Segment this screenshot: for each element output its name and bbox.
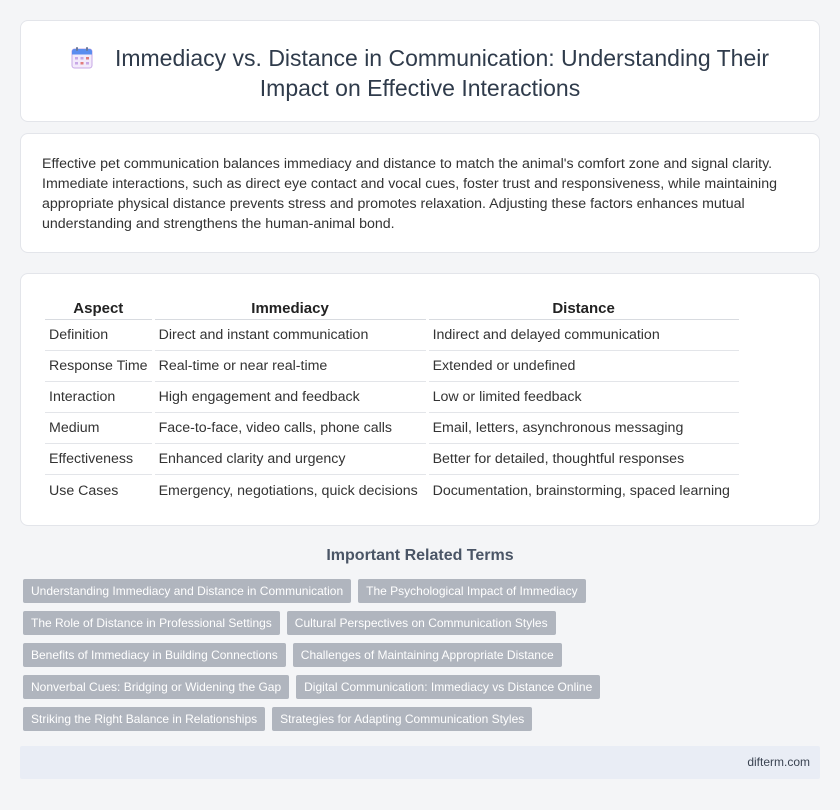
footer: [20, 746, 820, 779]
table-cell: Interaction: [45, 382, 152, 413]
table-cell: Documentation, brainstorming, spaced learning: [432, 482, 730, 499]
intro-paragraph: Effective pet communication balances immediacy and distance to match the animal's comfort zone and signal clarity. Immediate interactions, such as direct eye contact and vocal cues, foster trust and responsiveness, while maintaining appropriate physical distance prevents stress and promotes relaxation. Adjusting these factors enhances mutual understanding and strengthens the human-animal bond.: [42, 156, 777, 232]
related-term-tag[interactable]: Digital Communication: Immediacy vs Distance Online: [296, 675, 600, 699]
table-cell: Better for detailed, thoughtful responses: [429, 444, 739, 475]
comparison-card: [20, 273, 820, 526]
table-row: [45, 413, 739, 444]
intro-card: [20, 133, 820, 253]
related-terms-title: Important Related Terms: [326, 547, 514, 564]
related-term-tag[interactable]: The Psychological Impact of Immediacy: [358, 579, 585, 603]
header-distance: Distance: [429, 294, 739, 320]
table-cell: Low or limited feedback: [429, 382, 739, 413]
table-cell: Medium: [45, 413, 152, 444]
related-terms-list: [23, 579, 803, 731]
table-row: [45, 444, 739, 475]
table-cell: Effectiveness: [45, 444, 152, 475]
related-term-tag[interactable]: Striking the Right Balance in Relationships: [23, 707, 265, 731]
table-cell: Indirect and delayed communication: [429, 320, 739, 351]
related-term-tag[interactable]: The Role of Distance in Professional Settings: [23, 611, 280, 635]
comparison-table: [42, 294, 742, 506]
related-term-tag[interactable]: Benefits of Immediacy in Building Connections: [23, 643, 286, 667]
table-row: [45, 320, 739, 351]
header-card: [20, 20, 820, 122]
table-cell: Definition: [45, 320, 152, 351]
related-term-tag[interactable]: Understanding Immediacy and Distance in Communication: [23, 579, 351, 603]
table-row: [45, 351, 739, 382]
related-term-tag[interactable]: Strategies for Adapting Communication Styles: [272, 707, 532, 731]
table-cell: Face-to-face, video calls, phone calls: [155, 413, 426, 444]
header-immediacy: Immediacy: [155, 294, 426, 320]
table-cell: Extended or undefined: [429, 351, 739, 382]
table-cell: Real-time or near real-time: [155, 351, 426, 382]
table-cell: Emergency, negotiations, quick decisions: [158, 482, 418, 499]
title-wrap: [21, 43, 819, 103]
header-aspect: Aspect: [45, 294, 152, 320]
page-title-text: Immediacy vs. Distance in Communication: Understanding Their Impact on Effective Interactions: [114, 45, 770, 101]
related-term-tag[interactable]: Nonverbal Cues: Bridging or Widening the Gap: [23, 675, 289, 699]
table-cell: Direct and instant communication: [155, 320, 426, 351]
related-term-tag[interactable]: Challenges of Maintaining Appropriate Distance: [293, 643, 562, 667]
table-row: [45, 382, 739, 413]
table-header-row: [45, 294, 739, 320]
calendar-icon: [71, 46, 93, 70]
table-cell: Use Cases: [49, 482, 119, 499]
table-cell: High engagement and feedback: [155, 382, 426, 413]
table-cell: Email, letters, asynchronous messaging: [429, 413, 739, 444]
page-title: [51, 43, 789, 103]
table-row: [45, 475, 739, 506]
footer-site-link[interactable]: difterm.com: [747, 755, 810, 769]
related-term-tag[interactable]: Cultural Perspectives on Communication Styles: [287, 611, 556, 635]
table-cell: Enhanced clarity and urgency: [155, 444, 426, 475]
table-cell: Response Time: [45, 351, 152, 382]
